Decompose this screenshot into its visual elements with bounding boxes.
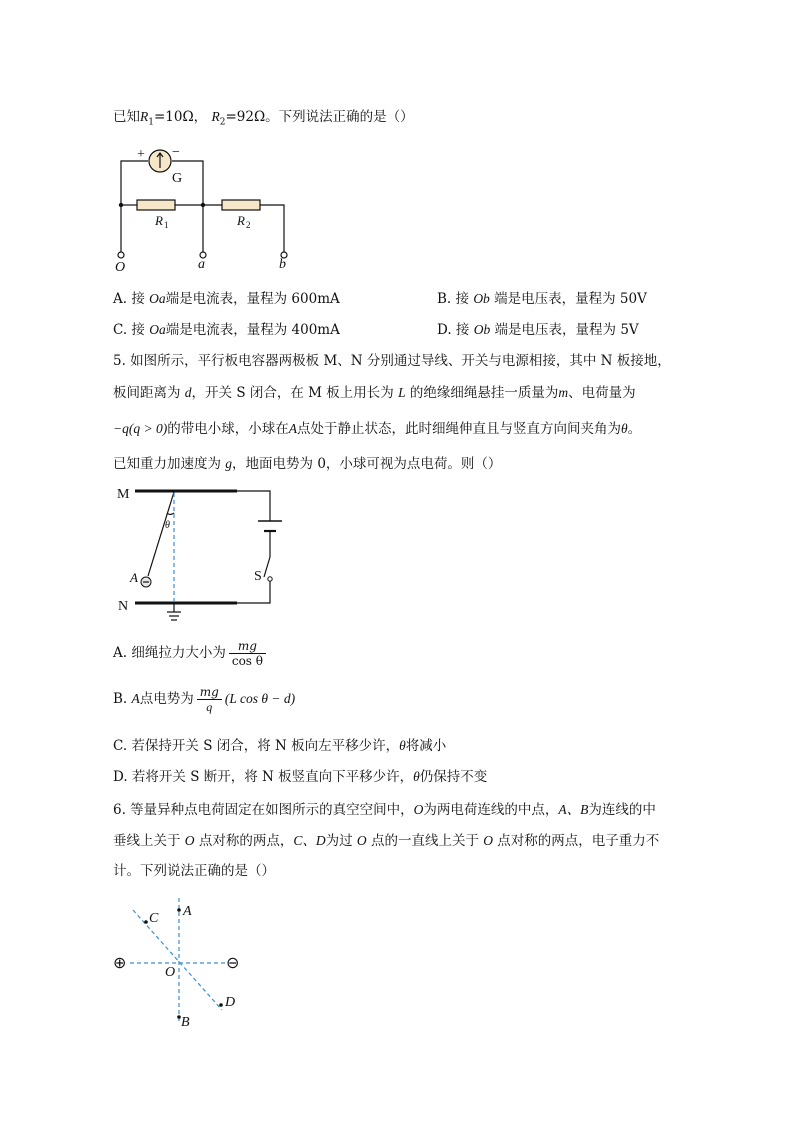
- q6-fig-positive-charge-icon: ⊕: [113, 955, 127, 972]
- q5-l2-L: L: [398, 385, 406, 400]
- q4-option-d-pre: D. 接: [437, 322, 470, 338]
- q4-fig-terminal-b: b: [279, 257, 286, 272]
- q5-l3-end: 。: [627, 421, 642, 437]
- q5-fig-label-m: M: [117, 487, 130, 502]
- q4-option-c-var: Oa: [149, 322, 166, 337]
- q5-option-c-a: C. 若保持开关 S 闭合，将 N 板向左平移少许，: [113, 738, 400, 754]
- q6-l2-O2: O: [356, 833, 367, 848]
- q5-option-b-den: q: [206, 700, 213, 714]
- q5-fig-label-n: N: [118, 599, 129, 614]
- q6-l2-O1: O: [184, 833, 195, 848]
- q6-l2-a: 垂线上关于: [113, 833, 181, 849]
- q5-l2-a: 板间距离为: [113, 385, 181, 401]
- q4-fig-r2-label: R: [237, 213, 245, 228]
- q5-option-b-pre: B.: [113, 691, 128, 707]
- q4-option-b-post: 端是电压表，量程为 50V: [494, 291, 647, 307]
- q5-l2-d: d: [184, 385, 192, 400]
- q6-fig-label-c: C: [149, 911, 159, 926]
- q5-l3-b: 点处于静止状态，此时细绳伸直且与竖直方向间夹角为: [296, 421, 621, 437]
- q6-l1-O: O: [413, 802, 424, 817]
- q4-r1-value: =10Ω，: [153, 109, 208, 125]
- q6-l2-CD: C、D: [293, 833, 326, 848]
- q4-r2-value: =92Ω: [225, 109, 266, 125]
- q6-fig-label-a: A: [183, 904, 192, 919]
- q6-l1-b: 为两电荷连线的中点，: [423, 802, 559, 818]
- q5-l4-a: 已知重力加速度为: [113, 456, 221, 472]
- q5-l2-b: ，开关 S 闭合，在 M 板上用长为: [191, 385, 394, 401]
- q5-option-d-b: 仍保持不变: [419, 769, 488, 785]
- q5-l2-m: m: [558, 385, 569, 400]
- q5-option-d-a: D. 若将开关 S 断开，将 N 板竖直向下平移少许，: [113, 769, 414, 785]
- q5-option-b-post: (L cos θ − d): [224, 691, 296, 706]
- q5-option-b-num: mg: [197, 685, 222, 700]
- q5-l2-e: 、电荷量为: [568, 385, 636, 401]
- q5-l2-c: 的绝缘细绳悬挂一质量为: [409, 385, 559, 401]
- q6-l2-c: 为过: [325, 833, 353, 849]
- q5-l4-g: g: [225, 456, 233, 471]
- q4-option-a-post: 端是电流表，量程为 600mA: [165, 291, 340, 307]
- q4-option-d-var: Ob: [473, 322, 491, 337]
- q6-stem-line-3: 计。下列说法正确的是（）: [113, 863, 275, 879]
- q6-l2-O3: O: [483, 833, 493, 848]
- q6-fig-label-b: B: [181, 1015, 190, 1030]
- q6-fig-label-d: D: [225, 995, 236, 1010]
- q5-l3-charge: −q(q > 0): [113, 421, 168, 436]
- q4-option-b-pre: B. 接: [437, 291, 470, 307]
- q4-fig-terminal-a: a: [198, 257, 205, 272]
- q4-option-a-var: Oa: [149, 291, 166, 306]
- q5-option-d-theta: θ: [413, 769, 420, 784]
- q4-r1-sub: 1: [148, 117, 154, 128]
- q6-fig-label-o: O: [165, 965, 176, 980]
- q5-option-a-num: mg: [229, 639, 266, 654]
- q5-stem-line-1: 5. 如图所示，平行板电容器两极板 M、N 分别通过导线、开关与电源相接，其中 N 板接地，: [113, 353, 671, 369]
- q4-fig-galvanometer-label: G: [172, 171, 183, 186]
- q5-option-b-A: A: [131, 691, 140, 706]
- q4-option-c-pre: C. 接: [113, 322, 145, 338]
- q4-fig-minus: −: [172, 145, 180, 160]
- q6-l2-d: 点的一直线上关于: [370, 833, 479, 849]
- q5-l3-A: A: [288, 421, 297, 436]
- q4-stem-pre: 已知: [113, 109, 140, 125]
- q4-fig-r2-sub: 2: [246, 220, 251, 230]
- q5-option-c-theta: θ: [399, 738, 406, 753]
- q4-r2-symbol: R: [211, 109, 220, 124]
- q5-l3-theta: θ: [620, 421, 628, 436]
- q4-fig-r1-sub: 1: [164, 220, 169, 230]
- q5-option-a-text: A. 细绳拉力大小为: [113, 645, 226, 661]
- q6-l2-b: 点对称的两点，: [198, 833, 294, 849]
- q6-l2-e: 点对称的两点，电子重力不: [497, 833, 660, 849]
- q5-fig-label-s: S: [254, 569, 262, 584]
- q4-r1-symbol: R: [140, 109, 149, 124]
- q5-option-b-mid: 点电势为: [139, 691, 194, 707]
- q5-option-c-b: 将减小: [405, 738, 447, 754]
- q5-option-a-den: cos θ: [231, 654, 263, 668]
- q6-fig-negative-charge-icon: ⊖: [226, 955, 240, 972]
- q5-l3-a: 的带电小球，小球在: [167, 421, 289, 437]
- q5-fig-label-a: A: [130, 570, 138, 585]
- q4-fig-terminal-o: O: [115, 260, 126, 275]
- q5-fig-label-theta: θ: [165, 520, 170, 531]
- q4-r2-sub: 2: [219, 117, 226, 128]
- q4-option-d-post: 端是电压表，量程为 5V: [494, 322, 639, 338]
- q4-option-c-post: 端是电流表，量程为 400mA: [165, 322, 340, 338]
- q6-l1-c: 为连线的中: [588, 802, 656, 818]
- q6-l1-a: 6. 等量异种点电荷固定在如图所示的真空空间中，: [113, 802, 414, 818]
- q4-fig-r1-label: R: [155, 213, 163, 228]
- q4-fig-plus: +: [137, 147, 145, 162]
- q4-option-b-var: Ob: [473, 291, 490, 306]
- q4-stem-post: 。下列说法正确的是（）: [265, 109, 414, 125]
- q6-l1-AB: A、B: [558, 802, 589, 817]
- q5-l4-b: ，地面电势为 0，小球可视为点电荷。则（）: [232, 456, 502, 472]
- q4-option-a-pre: A. 接: [113, 291, 145, 307]
